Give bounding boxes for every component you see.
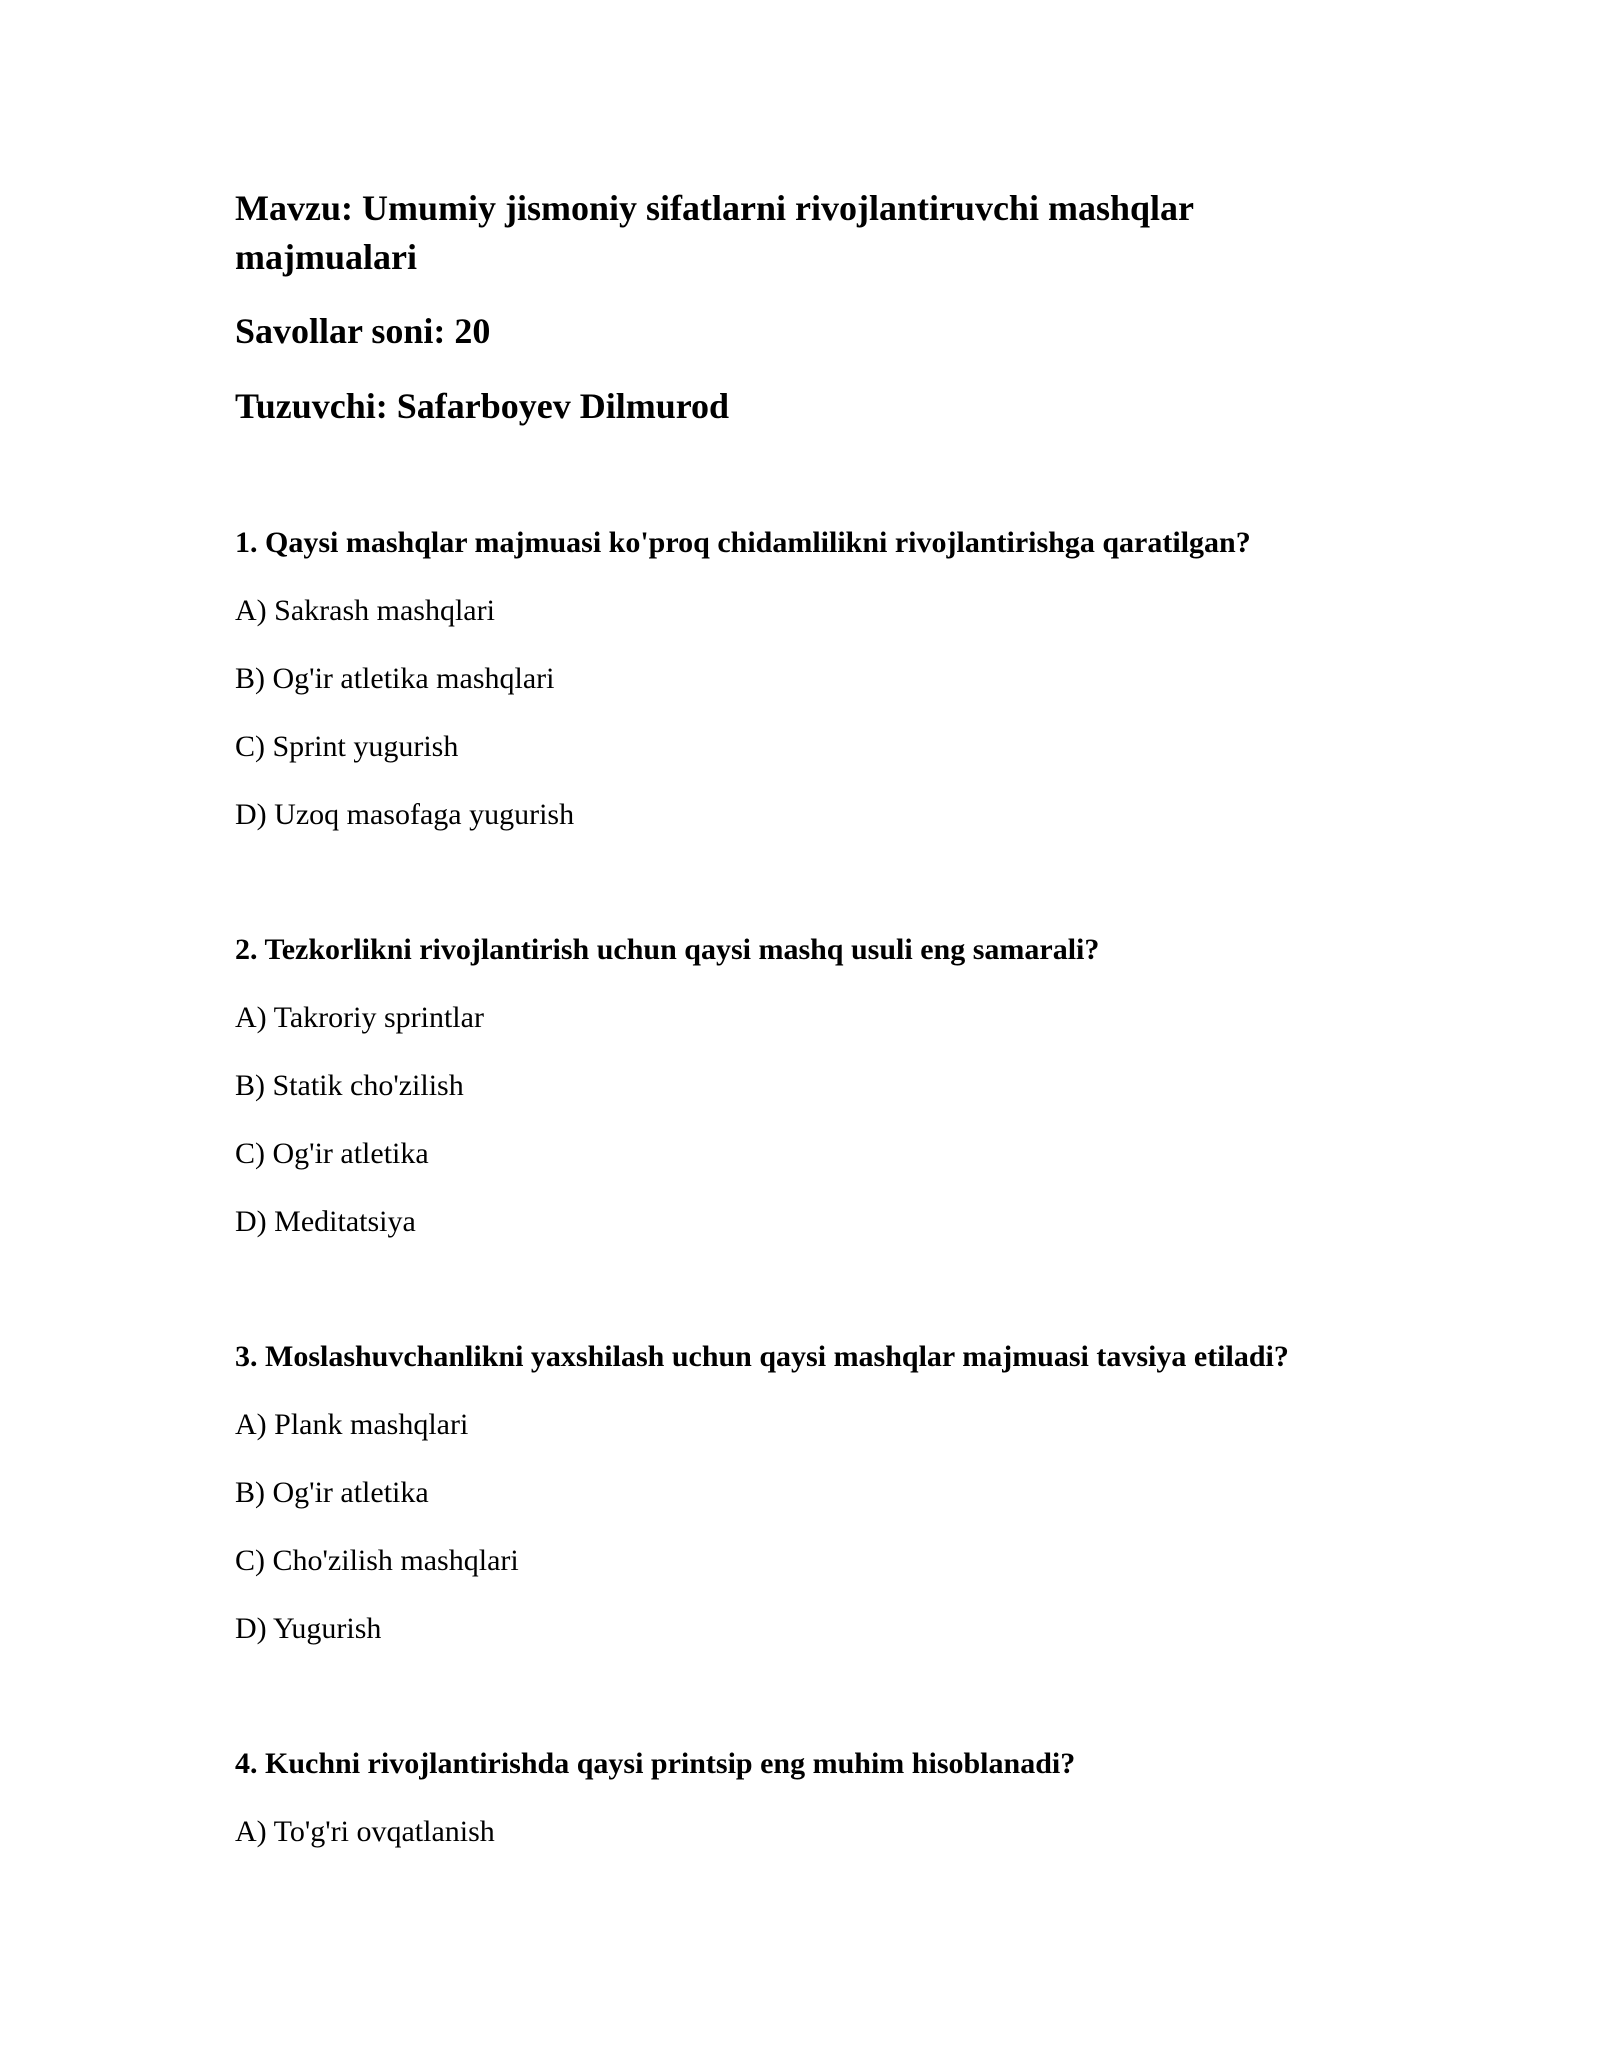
question-3-option-d: D) Yugurish [235,1612,382,1645]
question-3: 3. Moslashuvchanlikni yaxshilash uchun qaysi mashqlar majmuasi tavsiya etiladi? [235,1340,1289,1373]
question-1-option-b: B) Og'ir atletika mashqlari [235,662,555,695]
question-1-option-a: A) Sakrash mashqlari [235,594,495,627]
question-1-option-c: C) Sprint yugurish [235,730,459,763]
question-3-option-a: A) Plank mashqlari [235,1408,469,1441]
question-2-option-d: D) Meditatsiya [235,1205,416,1238]
question-4: 4. Kuchni rivojlantirishda qaysi printsip eng muhim hisoblanadi? [235,1747,1076,1780]
author: Tuzuvchi: Safarboyev Dilmurod [235,386,730,426]
question-3-option-b: B) Og'ir atletika [235,1476,429,1509]
question-2-option-b: B) Statik cho'zilish [235,1069,464,1102]
question-1-option-d: D) Uzoq masofaga yugurish [235,798,575,831]
question-2-option-c: C) Og'ir atletika [235,1137,429,1170]
document-title: Mavzu: Umumiy jismoniy sifatlarni rivojlantiruvchi mashqlar majmualari [235,188,1194,277]
question-2: 2. Tezkorlikni rivojlantirish uchun qaysi mashq usuli eng samarali? [235,933,1100,966]
question-1: 1. Qaysi mashqlar majmuasi ko'proq chidamlilikni rivojlantirishga qaratilgan? [235,526,1251,559]
question-3-option-c: C) Cho'zilish mashqlari [235,1544,519,1577]
question-4-option-a: A) To'g'ri ovqatlanish [235,1815,495,1848]
question-2-option-a: A) Takroriy sprintlar [235,1001,484,1034]
question-count: Savollar soni: 20 [235,311,491,351]
